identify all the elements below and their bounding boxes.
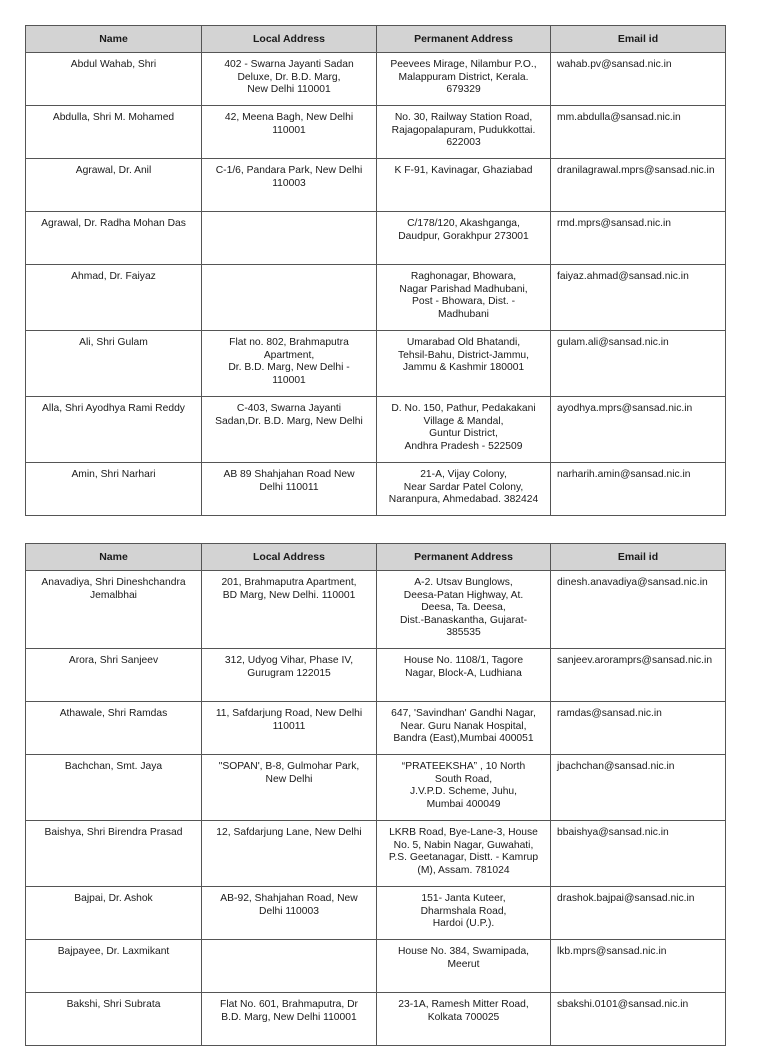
cell-local-address: Flat no. 802, Brahmaputra Apartment, Dr. B.D. Marg, New Delhi - 110001 xyxy=(202,331,377,397)
table-row xyxy=(26,993,726,1046)
header-name: Name xyxy=(26,26,202,53)
cell-name: Agrawal, Dr. Anil xyxy=(26,159,202,212)
cell-permanent-address: Umarabad Old Bhatandi, Tehsil-Bahu, District-Jammu, Jammu & Kashmir 180001 xyxy=(377,331,551,397)
table-row xyxy=(26,702,726,755)
cell-email[interactable]: sanjeev.aroramprs@sansad.nic.in xyxy=(551,649,726,702)
table-row xyxy=(26,106,726,159)
cell-local-address: 312, Udyog Vihar, Phase IV, Gurugram 122015 xyxy=(202,649,377,702)
cell-name: Abdul Wahab, Shri xyxy=(26,53,202,106)
cell-email[interactable]: gulam.ali@sansad.nic.in xyxy=(551,331,726,397)
cell-name: Ali, Shri Gulam xyxy=(26,331,202,397)
cell-permanent-address: Peevees Mirage, Nilambur P.O., Malappuram District, Kerala. 679329 xyxy=(377,53,551,106)
table-row xyxy=(26,571,726,649)
cell-local-address: C-403, Swarna Jayanti Sadan,Dr. B.D. Marg, New Delhi xyxy=(202,397,377,463)
cell-email[interactable]: narharih.amin@sansad.nic.in xyxy=(551,463,726,516)
cell-name: Alla, Shri Ayodhya Rami Reddy xyxy=(26,397,202,463)
cell-email[interactable]: bbaishya@sansad.nic.in xyxy=(551,821,726,887)
header-permanent-address: Permanent Address xyxy=(377,26,551,53)
cell-local-address xyxy=(202,212,377,265)
header-email: Email id xyxy=(551,544,726,571)
cell-name: Bachchan, Smt. Jaya xyxy=(26,755,202,821)
cell-local-address: C-1/6, Pandara Park, New Delhi 110003 xyxy=(202,159,377,212)
cell-local-address: 402 - Swarna Jayanti Sadan Deluxe, Dr. B.D. Marg, New Delhi 110001 xyxy=(202,53,377,106)
table-header xyxy=(26,26,726,53)
table-row xyxy=(26,53,726,106)
table-row xyxy=(26,940,726,993)
table-header xyxy=(26,544,726,571)
cell-email[interactable]: jbachchan@sansad.nic.in xyxy=(551,755,726,821)
cell-email[interactable]: drashok.bajpai@sansad.nic.in xyxy=(551,887,726,940)
cell-permanent-address: “PRATEEKSHA” , 10 North South Road, J.V.P.D. Scheme, Juhu, Mumbai 400049 xyxy=(377,755,551,821)
cell-email[interactable]: dinesh.anavadiya@sansad.nic.in xyxy=(551,571,726,649)
cell-email[interactable]: mm.abdulla@sansad.nic.in xyxy=(551,106,726,159)
cell-permanent-address: Raghonagar, Bhowara, Nagar Parishad Madhubani, Post - Bhowara, Dist. - Madhubani xyxy=(377,265,551,331)
cell-email[interactable]: faiyaz.ahmad@sansad.nic.in xyxy=(551,265,726,331)
members-table-2 xyxy=(25,543,726,1046)
table-row xyxy=(26,821,726,887)
table-row xyxy=(26,649,726,702)
table-row xyxy=(26,463,726,516)
header-permanent-address: Permanent Address xyxy=(377,544,551,571)
cell-local-address: "SOPAN', B-8, Gulmohar Park, New Delhi xyxy=(202,755,377,821)
cell-name: Anavadiya, Shri Dineshchandra Jemalbhai xyxy=(26,571,202,649)
cell-local-address: 42, Meena Bagh, New Delhi 110001 xyxy=(202,106,377,159)
cell-permanent-address: 21-A, Vijay Colony, Near Sardar Patel Colony, Naranpura, Ahmedabad. 382424 xyxy=(377,463,551,516)
cell-permanent-address: D. No. 150, Pathur, Pedakakani Village & Mandal, Guntur District, Andhra Pradesh - 522509 xyxy=(377,397,551,463)
header-name: Name xyxy=(26,544,202,571)
cell-email[interactable]: dranilagrawal.mprs@sansad.nic.in xyxy=(551,159,726,212)
cell-permanent-address: A-2. Utsav Bunglows, Deesa-Patan Highway, At. Deesa, Ta. Deesa, Dist.-Banaskantha, Gujarat- 385535 xyxy=(377,571,551,649)
cell-email[interactable]: sbakshi.0101@sansad.nic.in xyxy=(551,993,726,1046)
cell-permanent-address: No. 30, Railway Station Road, Rajagopalapuram, Pudukkottai. 622003 xyxy=(377,106,551,159)
cell-email[interactable]: ramdas@sansad.nic.in xyxy=(551,702,726,755)
members-table-1 xyxy=(25,25,726,516)
cell-email[interactable]: rmd.mprs@sansad.nic.in xyxy=(551,212,726,265)
cell-permanent-address: K F-91, Kavinagar, Ghaziabad xyxy=(377,159,551,212)
table-row xyxy=(26,265,726,331)
table-body xyxy=(26,571,726,1046)
table-row xyxy=(26,331,726,397)
cell-name: Bajpai, Dr. Ashok xyxy=(26,887,202,940)
table-row xyxy=(26,212,726,265)
cell-name: Baishya, Shri Birendra Prasad xyxy=(26,821,202,887)
cell-permanent-address: 647, 'Savindhan' Gandhi Nagar, Near. Guru Nanak Hospital, Bandra (East),Mumbai 400051 xyxy=(377,702,551,755)
cell-permanent-address: C/178/120, Akashganga, Daudpur, Gorakhpur 273001 xyxy=(377,212,551,265)
cell-email[interactable]: lkb.mprs@sansad.nic.in xyxy=(551,940,726,993)
cell-permanent-address: House No. 384, Swamipada, Meerut xyxy=(377,940,551,993)
table-row xyxy=(26,397,726,463)
cell-permanent-address: 23-1A, Ramesh Mitter Road, Kolkata 700025 xyxy=(377,993,551,1046)
table-row xyxy=(26,887,726,940)
table-body xyxy=(26,53,726,516)
cell-name: Arora, Shri Sanjeev xyxy=(26,649,202,702)
cell-local-address: AB-92, Shahjahan Road, New Delhi 110003 xyxy=(202,887,377,940)
cell-name: Bakshi, Shri Subrata xyxy=(26,993,202,1046)
cell-permanent-address: 151- Janta Kuteer, Dharmshala Road, Hardoi (U.P.). xyxy=(377,887,551,940)
cell-name: Ahmad, Dr. Faiyaz xyxy=(26,265,202,331)
cell-local-address: AB 89 Shahjahan Road New Delhi 110011 xyxy=(202,463,377,516)
table-row xyxy=(26,755,726,821)
table-row xyxy=(26,159,726,212)
header-email: Email id xyxy=(551,26,726,53)
cell-permanent-address: House No. 1108/1, Tagore Nagar, Block-A, Ludhiana xyxy=(377,649,551,702)
header-local-address: Local Address xyxy=(202,26,377,53)
cell-email[interactable]: ayodhya.mprs@sansad.nic.in xyxy=(551,397,726,463)
cell-local-address xyxy=(202,940,377,993)
cell-local-address: 12, Safdarjung Lane, New Delhi xyxy=(202,821,377,887)
cell-local-address xyxy=(202,265,377,331)
cell-name: Bajpayee, Dr. Laxmikant xyxy=(26,940,202,993)
header-row xyxy=(26,26,726,53)
cell-name: Amin, Shri Narhari xyxy=(26,463,202,516)
cell-local-address: 11, Safdarjung Road, New Delhi 110011 xyxy=(202,702,377,755)
cell-name: Agrawal, Dr. Radha Mohan Das xyxy=(26,212,202,265)
cell-email[interactable]: wahab.pv@sansad.nic.in xyxy=(551,53,726,106)
cell-permanent-address: LKRB Road, Bye-Lane-3, House No. 5, Nabin Nagar, Guwahati, P.S. Geetanagar, Distt. - Kamrup (M), Assam. 781024 xyxy=(377,821,551,887)
cell-local-address: 201, Brahmaputra Apartment, BD Marg, New Delhi. 110001 xyxy=(202,571,377,649)
cell-name: Abdulla, Shri M. Mohamed xyxy=(26,106,202,159)
cell-local-address: Flat No. 601, Brahmaputra, Dr B.D. Marg, New Delhi 110001 xyxy=(202,993,377,1046)
header-row xyxy=(26,544,726,571)
header-local-address: Local Address xyxy=(202,544,377,571)
cell-name: Athawale, Shri Ramdas xyxy=(26,702,202,755)
